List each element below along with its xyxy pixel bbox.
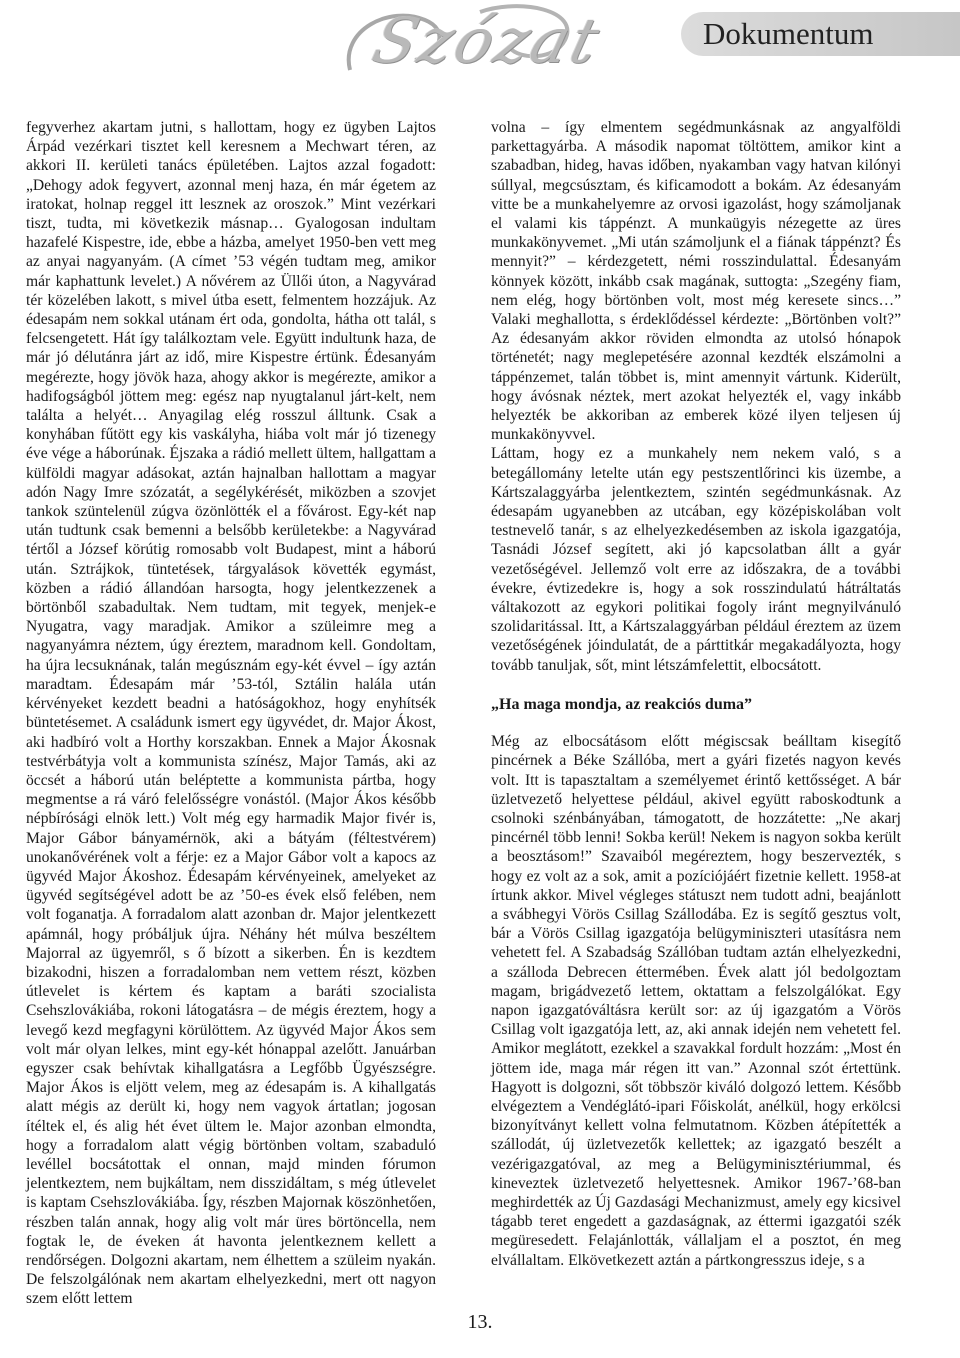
right-paragraph-1: volna – így elmentem segédmunkásnak az angyalföldi parkettagyárba. A második napomat töltöttem, amikor kint a szabadban, hideg, havas időben, nyakamban vagy hatvan kilónyi súllyal, megcsúsztam, és kificamodott a bokám. Az édesanyám vitte be a munkahelyemre az orvosi igazolást, hogy számoljanak el valami kis táppénzt. A munkaügyis nézegette az üres munkakönyvemet. „Mi után számoljunk el a fiának táppénzt? És mennyit?” – kérdezgetett, némi rosszindulattal. Édesanyám könnyek között, inkább csak magának, suttogta: „Szegény fiam, nem elég, hogy börtönben volt, most még keresete sincs…” Valaki meghallotta, s érdeklődéssel kérdezte: „Börtönben volt?” Az édesanyám akkor röviden elmondta az utolsó hónapok történetét; nagy meglepetésére azonnal kezdték elszámolni a táppénzemet, talán többet is, mint amennyit vártunk. Kiderült, hogy ávósnak néztek, mert azokat helyezték el, vagy inkább helyezték be akkoriban az emberek közé ilyen teljesen új munkakönyvvel. (491, 119, 901, 444)
section-label: Dokumentum (703, 16, 874, 51)
page-number: 13. (467, 1311, 493, 1333)
logo: Szózat (365, 4, 610, 77)
left-column (26, 118, 436, 1309)
right-column (491, 118, 901, 1270)
masthead (0, 0, 960, 100)
right-paragraph-3: Még az elbocsátásom előtt mégiscsak beálltam kisegítő pincérnek a Béke Szállóba, mert a gyári fizetés nagyon kevés volt. Itt is tapasztaltam a személyemet érintő kettősséget. A bár üzletvezető helyettese például, akivel együtt raboskodtunk a csolnoki szénbányában, támogatott, de hozzátette: „Ne akarj pincérnél több lenni! Sokba kerül! Nekem is nagyon sokba került a beosztásom!” Szavaiból megéreztem, hogy beszervezték, s hogy ez volt az a sok, amit a pozíciójáért fizetnie kellett. 1958-at írtunk akkor. Mivel végleges státuszt nem tudott adni, beajánlott a svábhegyi Vörös Csillag Szállodába. Ez is segítő gesztus volt, bár a Vörös Csillag igazgatója belügyminiszteri utasításra nem vehetett fel. A Szabadság Szállóban tudtam aztán elhelyezkedni, a szálloda Debrecen éttermében. Évek alatt jól bedolgoztam magam, brigádvezető lettem, oktattam a felszolgálókat. Egy napon igazgatóváltásra került sor: az új igazgatóm a Vörös Csillag volt igazgatója lett, az, aki annak idején nem vehetett fel. Amikor meglátott, ezekkel a szavakkal fordult hozzám: „Most én jöttem ide, maga már régen itt van.” Azonnal szót értettünk. Hagyott is dolgozni, sőt többször kiváló dolgozó lettem. Később elvégeztem a Vendéglátó-ipari Főiskolát, anélkül, hogy erkölcsi bizonyítványt kellett volna felmutatnom. Közben átépítették a szállodát, új üzletvezetők kellettek; az igazgató beszélt a vezérigazgatóval, az meg a Belügyminisztériummal, és kineveztek üzletvezető helyettesnek. Amikor 1967-’68-ban meghirdették az Új Gazdasági Mechanizmust, amely egy kicsivel tágabb teret engedett a gazdaságnak, az éttermi igazgatói szék megüresedett. Felajánlották, vállaljam el a posztot, én meg elvállaltam. Elkövetkezett aztán a pártkongresszus ideje, s a (491, 733, 901, 1269)
right-paragraph-2: Láttam, hogy ez a munkahely nem nekem való, s a betegállomány letelte után egy pestszentlőrinci kis üzembe, a Kártszalaggyárba jelentkeztem, szintén segédmunkásnak. Az édesapám ugyanebben az utcában, egy középiskolában volt testnevelő tanár, s az elhelyezkedésemben az iskola igazgatója, Tasnádi József segített, aki jó kapcsolatban állt a gyár vezetőségével. Jellemző volt erre az időszakra, de a további évekre, évtizedekre is, hogy a sok rosszindulatú hátráltatás váltakozott az egykori politikai fogoly iránt megnyilvánuló szolidaritással. Itt, a Kártszalaggyárban például éreztem az üzem vezetőségének jóindulatát, de a párttitkár megakadályozta, hogy tovább tanuljak, sőt, mint létszámfelettit, elbocsátott. (491, 445, 901, 674)
section-tab (681, 12, 960, 56)
section-subheading: „Ha maga mondja, az reakciós duma” (491, 695, 753, 713)
left-paragraph: fegyverhez akartam jutni, s hallottam, hogy ez ügyben Lajtos Árpád vezérkari tisztet kell keresnem a Mechwart téren, az akkori II. kerületi tanács épületében. Lajtos azzal fogadott: „Dehogy adok fegyvert, azonnal menj haza, én már égetem az iratokat, holnap reggel itt lesznek az oroszok.” Mint vezérkari tiszt, tudta, mi következik másnap… Gyalogosan indultam hazafelé Kispestre, ide, ebbe a házba, amelyet 1950-ben vett meg az anyai nagyanyám. (A címet ’53 végén tudtam meg, amikor már kaphattunk levelet.) A nővérem az Üllői úton, a Nagyvárad tér közelében lakott, s mivel útba esett, felmentem hozzájuk. Az édesapám nem sokkal utánam ért oda, gondolta, hátha ott talál, s felcsengetett. Hát így találkoztam vele. Együtt indultunk haza, de már jó délutánra járt az idő, mire Kispestre értünk. Édesanyám megérezte, hogy jövök haza, ahogy akkor is megérezte, amikor a hadifogságból jöttem meg: egész nap nyugtalanul járt-kelt, nem találta a helyét… Anyagilag elég rosszul álltunk. Csak a konyhában fűtött egy kis vaskályha, hiába volt már jó tizenegy éve vége a háborúnak. Éjszaka a rádió mellett ültem, hallgattam a külföldi magyar adásokat, aztán hajnalban hallottam a magyar adón Nagy Imre szózatát, a segélykérését, miközben a szovjet tankok szüntelenül zúgva özönlötték el a fővárost. Egy-két nap után tudtunk csak bemenni a belsőbb kerületekbe: a Nagyvárad tértől a József körútig romosabb volt Budapest, mint a háború után. Sztrájkok, tüntetések, tárgyalások követték egymást, közben a rádió állandóan harsogta, hogy jelentkezzenek a börtönből szabadultak. Nem tudtam, mit tegyek, menjek-e Nyugatra, vagy maradjak. Amikor a szüleimre meg a nagyanyámra néztem, úgy éreztem, maradnom kell. Gondoltam, ha újra lecsuknának, talán megúsznám egy-két évvel – így aztán maradtam. Édesapám már ’53-tól, Sztálin halála után kérvényeket kezdett beadni a hatóságokhoz, hogy enyhítsék büntetésemet. A családunk ismert egy ügyvédet, dr. Major Ákost, aki hadbíró volt a Horthy korszakban. Ennek a Major Ákosnak testvérbátyja volt a kommunista színész, Major Tamás, aki az öccsét a háború után beléptette a kommunista pártba, hogy megmentse a rá váró felelősségre vonástól. (Major Ákos később népbírósági elnök lett.) Volt még egy harmadik Major fivér is, Major Gábor bányamérnök, aki a bátyám (féltestvérem) unokanővérének volt a férje: ez a Major Gábor volt a kapocs az ügyvéd Major Ákoshoz. Édesapám kérvényeinek, amelyeket az ügyvéd segítségével adott be az ’50-es évek első felében, nem volt foganatja. A forradalom alatt azonban dr. Major jelentkezett apámnál, hogy próbáljuk újra. Néhány hét múlva beszéltem Majorral az ügyemről, s ő bízott a sikerben. Én is kezdtem bizakodni, hiszen a forradalomban nem vettem részt, közben útlevelet is kértem és kaptam a baráti szocialista Csehszlovákiába, rokoni látogatásra – de mégis éreztem, hogy a levegő kezd megfagyni körülöttem. Az ügyvéd Major Ákos sem volt már olyan lelkes, mint egy-két hónappal azelőtt. Januárban egyszer csak behívtak kihallgatásra a Legfőbb Ügyészségre. Major Ákos is eljött velem, meg az édesapám is. A kihallgatás alatt mégis az derült ki, hogy nem vagyok ártatlan; jogosan ítéltek el, és alig hét évet ültem le. Major azonban elmondta, hogy a forradalom alatt végig börtönben voltam, szabaduló levéllel bocsátottak el onnan, majd minden fórumon jelentkeztem, nem bujkáltam, nem disszidáltam, s még útlevelet is kaptam Csehszlovákiába. Így, részben Majornak köszönhetően, részben talán annak, hogy alig volt már üres börtöncella, nem fogtak le, de éveken át havonta jelentkeznem kellett a rendőrségen. Dolgozni akartam, nem élhettem a szüleim nyakán. De felszolgálónak nem akartam elhelyezkedni, mert ott nagyon szem előtt lettem (26, 119, 436, 1308)
